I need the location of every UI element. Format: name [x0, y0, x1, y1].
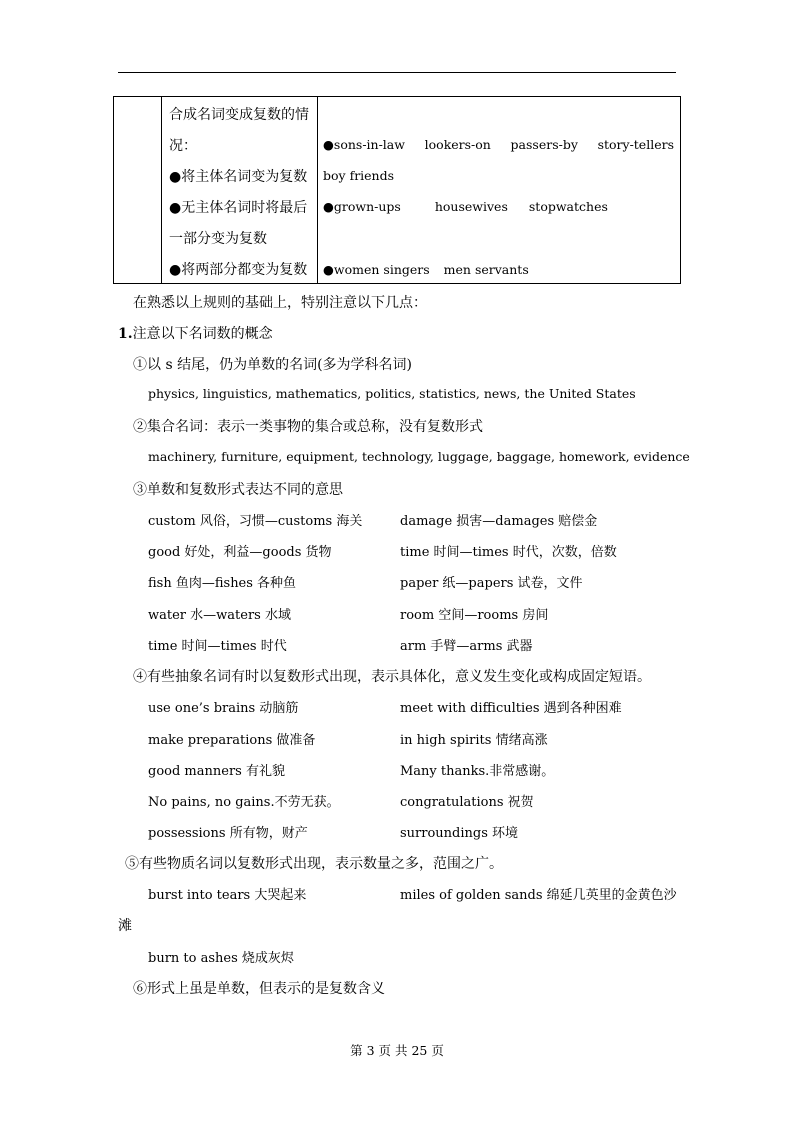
word-pair-right: meet with difficulties 遇到各种困难 — [400, 701, 622, 716]
word-pair-left: good 好处，利益—goods 货物 — [148, 545, 332, 560]
wrapped-text: 滩 — [118, 918, 132, 934]
word-pair-left: make preparations 做准备 — [148, 733, 316, 748]
example-word: ●sons-in-law — [323, 137, 405, 152]
subsection-title-5: ⑤有些物质名词以复数形式出现，表示数量之多，范围之广。 — [125, 856, 503, 872]
word-pair-right: time 时间—times 时代，次数，倍数 — [400, 545, 617, 560]
example-word: ●grown-ups — [323, 199, 401, 214]
example-word: boy friends — [323, 168, 395, 183]
word-pair-right: in high spirits 情绪高涨 — [400, 733, 548, 748]
example-word: men servants — [443, 262, 529, 277]
section-heading — [118, 323, 273, 343]
example-word: passers-by — [510, 137, 578, 152]
word-pair-right: room 空间—rooms 房间 — [400, 608, 549, 623]
word-pair-left: use one’s brains 动脑筋 — [148, 701, 299, 716]
heading-text: 注意以下名词数的概念 — [132, 326, 273, 342]
rule-line: ●无主体名词时将最后 — [169, 200, 308, 216]
example-word: story-tellers — [597, 137, 674, 152]
table-cell-examples — [318, 97, 680, 283]
word-pair-left: time 时间—times 时代 — [148, 639, 287, 654]
word-pair-right: miles of golden sands 绵延几英里的金黄色沙 — [400, 888, 677, 903]
intro-text: 在熟悉以上规则的基础上，特别注意以下几点： — [133, 295, 427, 311]
rule-line: 一部分变为复数 — [169, 231, 267, 247]
example-row — [323, 199, 674, 214]
example-row — [323, 137, 674, 152]
rule-line: 况： — [169, 138, 197, 154]
word-pair-left: water 水—waters 水域 — [148, 608, 291, 623]
subsection-title-3: ③单数和复数形式表达不同的意思 — [133, 482, 343, 498]
example-word: lookers-on — [424, 137, 491, 152]
word-pair-right: arm 手臂—arms 武器 — [400, 639, 533, 654]
word-pair-left: No pains, no gains.不劳无获。 — [148, 795, 340, 810]
subsection-text-2: machinery, furniture, equipment, technology, luggage, baggage, homework, evidence — [148, 449, 690, 464]
example-word: stopwatches — [528, 199, 608, 214]
subsection-text-1: physics, linguistics, mathematics, politics, statistics, news, the United States — [148, 386, 636, 401]
example-word: ●women singers — [323, 262, 430, 277]
word-pair-right: paper 纸—papers 试卷，文件 — [400, 576, 583, 591]
word-pair-left: good manners 有礼貌 — [148, 764, 285, 779]
word-pair-left: burn to ashes 烧成灰烬 — [148, 951, 294, 966]
subsection-title-6: ⑥形式上虽是单数，但表示的是复数含义 — [133, 981, 385, 997]
subsection-title-4: ④有些抽象名词有时以复数形式出现，表示具体化，意义发生变化或构成固定短语。 — [133, 669, 651, 685]
word-pair-left: fish 鱼肉—fishes 各种鱼 — [148, 576, 297, 591]
heading-number: 1. — [118, 326, 133, 342]
word-pair-right: surroundings 环境 — [400, 826, 519, 841]
header-rule — [118, 72, 676, 73]
rule-line: ●将两部分都变为复数 — [169, 262, 308, 278]
example-row — [323, 168, 674, 183]
word-pair-right: congratulations 祝贺 — [400, 795, 534, 810]
table-cell-rules — [162, 97, 318, 283]
word-pair-left: burst into tears 大哭起来 — [148, 888, 307, 903]
rule-line: 合成名词变成复数的情 — [169, 107, 309, 123]
table-cell-empty — [114, 97, 162, 283]
word-pair-left: possessions 所有物，财产 — [148, 826, 308, 841]
rule-line: ●将主体名词变为复数 — [169, 169, 308, 185]
example-word: housewives — [434, 199, 508, 214]
subsection-title-1: ①以 s 结尾，仍为单数的名词(多为学科名词) — [133, 357, 413, 373]
subsection-title-2: ②集合名词：表示一类事物的集合或总称，没有复数形式 — [133, 419, 483, 435]
compound-noun-table — [113, 96, 681, 284]
word-pair-right: Many thanks.非常感谢。 — [400, 764, 555, 779]
page-number: 第 3 页 共 25 页 — [350, 1043, 444, 1058]
example-row — [323, 262, 674, 277]
word-pair-right: damage 损害—damages 赔偿金 — [400, 514, 598, 529]
word-pair-left: custom 风俗，习惯—customs 海关 — [148, 514, 363, 529]
